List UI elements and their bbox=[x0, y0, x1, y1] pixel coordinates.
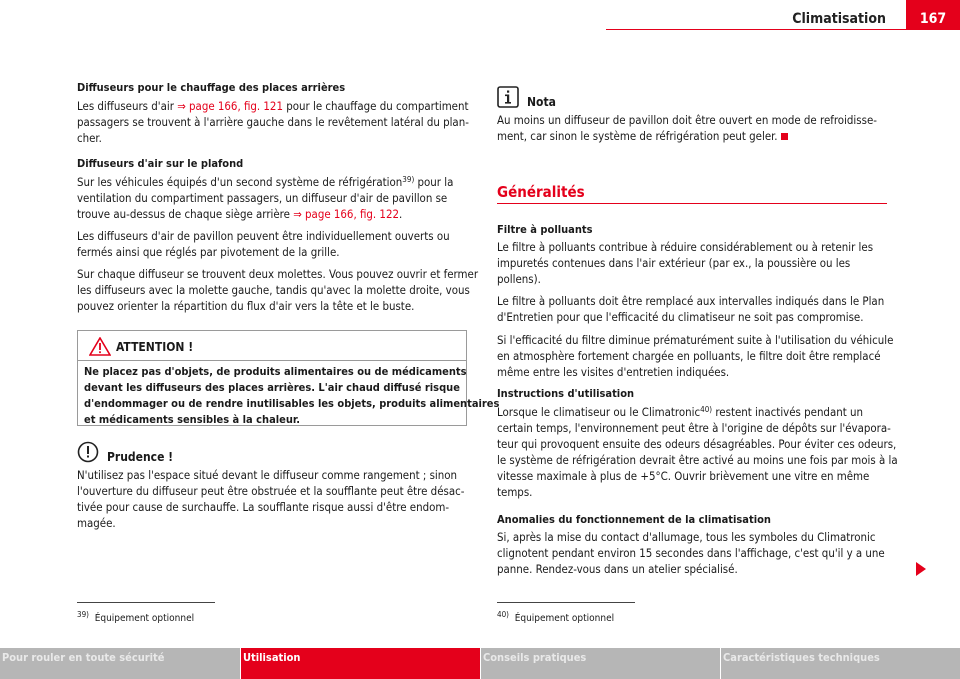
note-info-icon bbox=[497, 86, 519, 108]
attention-title: ATTENTION ! bbox=[116, 340, 194, 354]
heading-filter: Filtre à polluants bbox=[497, 223, 593, 236]
attention-text: Ne placez pas d'objets, de produits alimentaires ou de médicaments devant les diffuseurs des places arrières. L'air chaud diffusé risque d'endommager ou de rendre inutilisables les objets, produits alimentaires et médicaments sensibles à la chaleur. bbox=[84, 365, 500, 426]
footnote-rule bbox=[497, 602, 635, 603]
section-rule bbox=[497, 203, 887, 204]
page-number: 167 bbox=[906, 0, 960, 30]
footnote-rule bbox=[77, 602, 215, 603]
end-square-icon bbox=[781, 133, 788, 140]
paragraph-wheels: Sur chaque diffuseur se trouvent deux molettes. Vous pouvez ouvrir et fermer les diffuseurs avec la molette gauche, tandis qu'avec la molette droite, vous pouvez orienter la répartition du flux d'air vers la tête et le buste. bbox=[77, 267, 479, 313]
prudence-block bbox=[77, 441, 469, 531]
caution-exclamation-icon bbox=[77, 441, 99, 463]
paragraph-ceiling-adjust: Les diffuseurs d'air de pavillon peuvent être individuellement ouverts ou fermés ainsi que réglés par pivotement de la grille. bbox=[77, 229, 450, 259]
section-title-generalites: Généralités bbox=[497, 183, 585, 201]
paragraph-rear-diffusers: Les diffuseurs d'air ⇒ page 166, fig. 121 pour le chauffage du compartiment passagers se trouvent à l'arrière gauche dans le revêtement latéral du plan- cher. bbox=[77, 99, 469, 145]
footnote-marker: 40) bbox=[700, 405, 713, 414]
prudence-title: Prudence ! bbox=[107, 450, 174, 464]
heading-rear-diffusers: Diffuseurs pour le chauffage des places arrières bbox=[77, 81, 346, 94]
nota-title: Nota bbox=[527, 95, 556, 109]
footer-tab-practical-tips[interactable]: Conseils pratiques bbox=[480, 648, 720, 679]
footer-tab-safety[interactable]: Pour rouler en toute sécurité bbox=[0, 648, 240, 679]
footnote-40: $^{40)}$ Équipement optionnel bbox=[497, 610, 615, 624]
nota-text: Au moins un diffuseur de pavillon doit être ouvert en mode de refroidisse- ment, car sinon le système de réfrigération peut geler. bbox=[497, 113, 877, 143]
footnote-39: $^{39)}$ Équipement optionnel bbox=[77, 610, 195, 624]
attention-box bbox=[77, 330, 500, 426]
heading-anomalies: Anomalies du fonctionnement de la climatisation bbox=[497, 513, 771, 526]
paragraph-filter-1: Le filtre à polluants contribue à réduire considérablement ou à retenir les impuretés contenues dans l'air extérieur (par ex., la poussière ou les pollens). bbox=[497, 240, 874, 286]
header-rule bbox=[606, 29, 906, 30]
paragraph-filter-2: Le filtre à polluants doit être remplacé aux intervalles indiqués dans le Plan d'Entretien pour que l'efficacité du climatiseur ne soit pas compromise. bbox=[497, 294, 885, 324]
page-reference-link[interactable]: ⇒ page 166, fig. 121 bbox=[177, 99, 283, 113]
page-reference-link[interactable]: ⇒ page 166, fig. 122 bbox=[293, 207, 399, 221]
prudence-text: N'utilisez pas l'espace situé devant le diffuseur comme rangement ; sinon l'ouverture du diffuseur peut être obstruée et la soufflante peut être désac- tivée pour cause de surchauffe. La soufflante risque aussi d'être endom- magée. bbox=[77, 468, 465, 530]
paragraph-anomalies: Si, après la mise du contact d'allumage, tous les symboles du Climatronic clignotent pendant environ 15 secondes dans l'affichage, c'est qu'il y a une panne. Rendez-vous dans un atelier spécialisé. bbox=[497, 530, 885, 576]
heading-ceiling-diffusers: Diffuseurs d'air sur le plafond bbox=[77, 157, 244, 170]
footnote-marker: 39) bbox=[402, 175, 415, 184]
heading-instructions: Instructions d'utilisation bbox=[497, 387, 635, 400]
next-page-arrow-icon[interactable] bbox=[916, 562, 926, 576]
nota-block bbox=[497, 86, 887, 144]
footer-navigation bbox=[0, 648, 960, 679]
page-title: Climatisation bbox=[792, 11, 886, 27]
footer-tab-technical[interactable]: Caractéristiques techniques bbox=[720, 648, 960, 679]
paragraph-instructions: Lorsque le climatiseur ou le Climatronic$^{40)}$ restent inactivés pendant un certain temps, l'environnement peut être à l'origine de dépôts sur l'évapora- teur qui provoquent ensuite des odeurs désagréables. Pour éviter ces odeurs, le système de réfrigération devrait être activé au moins une fois par mois à la vitesse maximale à plus de +5°C. Ouvrir brièvement une vitre en même temps. bbox=[497, 405, 898, 499]
warning-triangle-icon bbox=[89, 337, 111, 356]
paragraph-ceiling-diffusers: Sur les véhicules équipés d'un second système de réfrigération$^{39)}$ pour la ventilation du compartiment passagers, un diffuseur d'air de pavillon se trouve au-dessus de chaque siège arrière ⇒ page 166, fig. 122. bbox=[77, 175, 454, 221]
footer-tab-utilisation[interactable]: Utilisation bbox=[240, 648, 480, 679]
paragraph-filter-3: Si l'efficacité du filtre diminue prématurément suite à l'utilisation du véhicule en atmosphère fortement chargée en polluants, le filtre doit être remplacé même entre les visites d'entretien indiquées. bbox=[497, 333, 894, 379]
